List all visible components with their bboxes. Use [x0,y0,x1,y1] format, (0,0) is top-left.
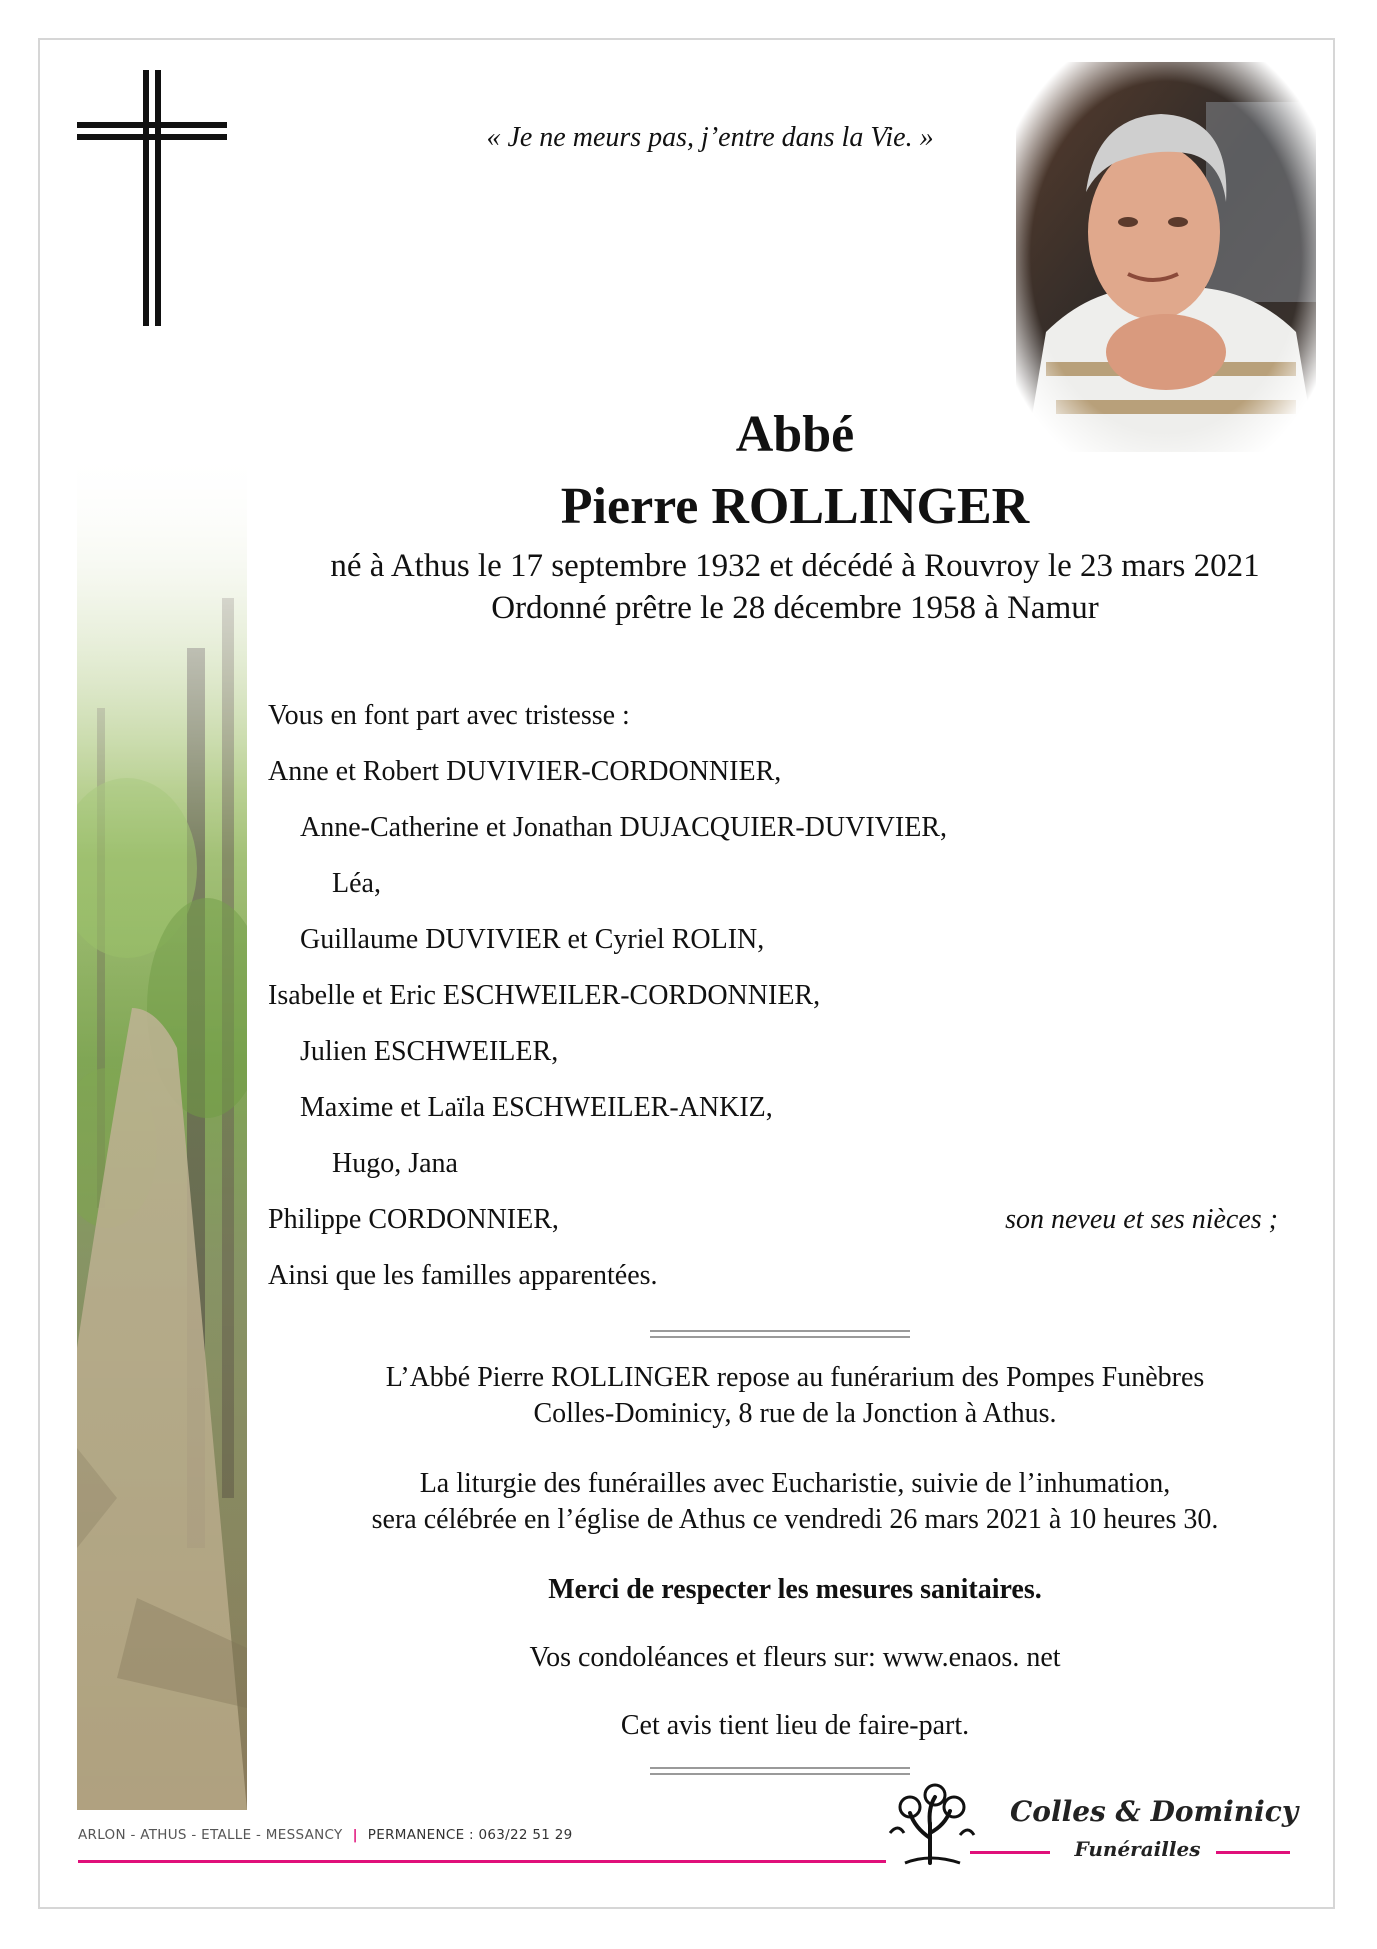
mourner-line: Hugo, Jana [332,1148,458,1179]
footer-separator: | [352,1827,358,1843]
mourners-intro: Vous en font part avec tristesse : [268,700,630,731]
mourner-line: Julien ESCHWEILER, [300,1036,559,1067]
footer-rule [78,1860,886,1863]
mourner-line: Ainsi que les familles apparentées. [268,1260,658,1291]
mourner-line: Léa, [332,868,381,899]
brand-rule-right [1216,1851,1290,1854]
forest-path-image [77,448,247,1810]
mourner-line-with-relation [268,1192,1318,1248]
brand-subtitle: Funérailles [1074,1837,1201,1861]
rest-line-2: Colles-Dominicy, 8 rue de la Jonction à Athus. [533,1398,1057,1429]
footer-contact [78,1827,572,1843]
sanitary-notice: Merci de respecter les mesures sanitaires. [548,1574,1042,1605]
separator-top [650,1330,910,1338]
mourner-line: Maxime et Laïla ESCHWEILER-ANKIZ, [300,1092,773,1123]
condolences-line: Vos condoléances et fleurs sur: www.enaos. net [529,1642,1061,1673]
mourners-list [268,688,1318,1304]
liturgy-line-1: La liturgie des funérailles avec Eucharistie, suivie de l’inhumation, [419,1468,1171,1499]
portrait-photo [1016,62,1316,452]
mourner-line: Guillaume DUVIVIER et Cyriel ROLIN, [300,924,765,955]
cross-icon [77,70,227,326]
footer-locations: ARLON - ATHUS - ETALLE - MESSANCY [78,1827,343,1843]
brand-name: Colles & Dominicy [1010,1795,1299,1828]
mourner-line: Anne et Robert DUVIVIER-CORDONNIER, [268,756,782,787]
separator-bottom [650,1767,910,1775]
liturgy-line-2: sera célébrée en l’église de Athus ce vendredi 26 mars 2021 à 10 heures 30. [371,1504,1219,1535]
relation-note: son neveu et ses nièces ; [1005,1204,1278,1235]
mourner-line: Isabelle et Eric ESCHWEILER-CORDONNIER, [268,980,821,1011]
birth-death-line: né à Athus le 17 septembre 1932 et décédé à Rouvroy le 23 mars 2021 [330,548,1260,584]
deceased-name: Pierre ROLLINGER [560,478,1030,535]
mourner-line: Anne-Catherine et Jonathan DUJACQUIER-DUVIVIER, [300,812,947,843]
mourner-name: Philippe CORDONNIER, [268,1204,559,1235]
quote: « Je ne meurs pas, j’entre dans la Vie. » [486,122,934,153]
funeral-home-logo [880,1783,1300,1883]
ordination-line: Ordonné prêtre le 28 décembre 1958 à Namur [491,590,1099,626]
clergy-title: Abbé [735,406,855,463]
footer-permanence: PERMANENCE : 063/22 51 29 [367,1827,573,1843]
rest-line-1: L’Abbé Pierre ROLLINGER repose au funérarium des Pompes Funèbres [385,1362,1205,1393]
faire-part-notice: Cet avis tient lieu de faire-part. [620,1710,970,1741]
